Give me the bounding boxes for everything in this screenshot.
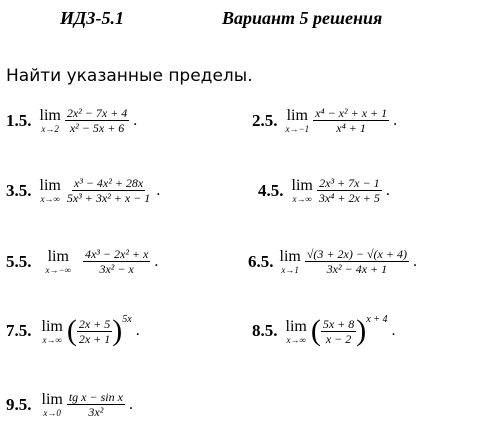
- problem-number: 1.5.: [6, 110, 32, 130]
- lim-word: lim: [47, 248, 69, 265]
- fraction: [317, 176, 382, 205]
- denominator: x⁴ + 1: [336, 121, 366, 135]
- problem-8-5: [252, 316, 395, 346]
- limit-operator: [46, 248, 71, 275]
- denominator: 3x² − 4x + 1: [326, 262, 388, 276]
- left-paren: (: [66, 314, 77, 347]
- lim-word: lim: [41, 391, 63, 408]
- numerator: x⁴ − x² + x + 1: [315, 106, 388, 120]
- denominator: 3x² − x: [99, 262, 134, 276]
- problem-6-5: [248, 247, 417, 276]
- problem-number: 2.5.: [252, 110, 278, 130]
- exponent: 5x: [122, 314, 132, 325]
- limit-subscript: x→1: [281, 265, 299, 275]
- exponent: x + 4: [366, 314, 388, 325]
- fraction: [313, 106, 389, 135]
- limit-subscript: x→−∞: [45, 265, 71, 275]
- problem-1-5: [6, 106, 137, 135]
- lim-word: lim: [39, 177, 61, 194]
- end-dot: .: [154, 252, 159, 270]
- end-dot: .: [128, 395, 133, 413]
- numerator: tg x − sin x: [68, 390, 123, 404]
- end-dot: .: [412, 252, 417, 270]
- assignment-id: ИДЗ-5.1: [60, 8, 124, 28]
- end-dot: .: [385, 181, 390, 199]
- problem-7-5: [6, 316, 140, 346]
- fraction: [321, 317, 356, 346]
- numerator: x³ − 4x² + 28x: [73, 176, 144, 190]
- limit-operator: [286, 318, 307, 345]
- numerator: 2x + 5: [78, 316, 111, 331]
- fraction: [67, 390, 125, 419]
- left-paren: (: [310, 314, 321, 347]
- limit-subscript: x→∞: [40, 194, 60, 204]
- lim-word: lim: [286, 107, 308, 124]
- numerator: √(3 + 2x) − √(x + 4): [306, 247, 407, 261]
- lim-word: lim: [41, 317, 63, 335]
- numerator: 5x + 8: [322, 316, 355, 331]
- problem-number: 3.5.: [6, 180, 32, 200]
- problem-number: 9.5.: [6, 394, 32, 414]
- lim-word: lim: [39, 107, 61, 124]
- denominator: x² − 5x + 6: [69, 121, 125, 135]
- limit-subscript: x→∞: [292, 194, 312, 204]
- problem-5-5: [6, 247, 158, 276]
- lim-word: lim: [285, 317, 307, 335]
- limit-operator: [40, 107, 61, 134]
- problem-number: 8.5.: [252, 321, 278, 340]
- right-paren: ): [112, 314, 123, 347]
- end-dot: .: [133, 111, 138, 129]
- end-dot: .: [135, 322, 140, 339]
- problem-number: 7.5.: [6, 321, 32, 340]
- limit-subscript: x→0: [43, 408, 61, 418]
- fraction: [305, 247, 409, 276]
- denominator: x − 2: [325, 331, 352, 346]
- problem-number: 4.5.: [258, 180, 284, 200]
- fraction: [65, 106, 129, 135]
- limit-operator: [40, 177, 61, 204]
- end-dot: .: [156, 181, 161, 199]
- lim-word: lim: [291, 177, 313, 194]
- limit-operator: [42, 318, 63, 345]
- limit-operator: [42, 391, 63, 418]
- denominator: 3x²: [88, 405, 104, 419]
- lim-word: lim: [279, 248, 301, 265]
- numerator: 2x³ + 7x − 1: [319, 176, 380, 190]
- limit-operator: [292, 177, 313, 204]
- limit-subscript: x→2: [41, 124, 59, 134]
- end-dot: .: [393, 111, 398, 129]
- limit-subscript: x→∞: [286, 334, 306, 345]
- right-paren: ): [356, 314, 367, 347]
- fraction: [77, 317, 112, 346]
- numerator: 4x³ − 2x² + x: [84, 247, 149, 261]
- instruction-text: Найти указанные пределы.: [6, 66, 253, 86]
- problem-4-5: [258, 176, 390, 205]
- problem-number: 5.5.: [6, 251, 32, 271]
- problem-9-5: [6, 390, 133, 419]
- problem-number: 6.5.: [248, 251, 274, 271]
- limit-operator: [280, 248, 301, 275]
- problem-2-5: [252, 106, 397, 135]
- variant-title: Вариант 5 решения: [222, 8, 383, 28]
- fraction: [83, 247, 150, 276]
- denominator: 2x + 1: [78, 331, 111, 346]
- numerator: 2x² − 7x + 4: [66, 106, 128, 120]
- limit-operator: [286, 107, 310, 134]
- fraction: [65, 176, 152, 205]
- denominator: 5x³ + 3x² + x − 1: [66, 191, 151, 205]
- limit-subscript: x→−1: [285, 124, 310, 134]
- denominator: 3x⁴ + 2x + 5: [318, 191, 380, 205]
- end-dot: .: [391, 322, 396, 339]
- limit-subscript: x→∞: [42, 334, 62, 345]
- problem-3-5: [6, 176, 160, 205]
